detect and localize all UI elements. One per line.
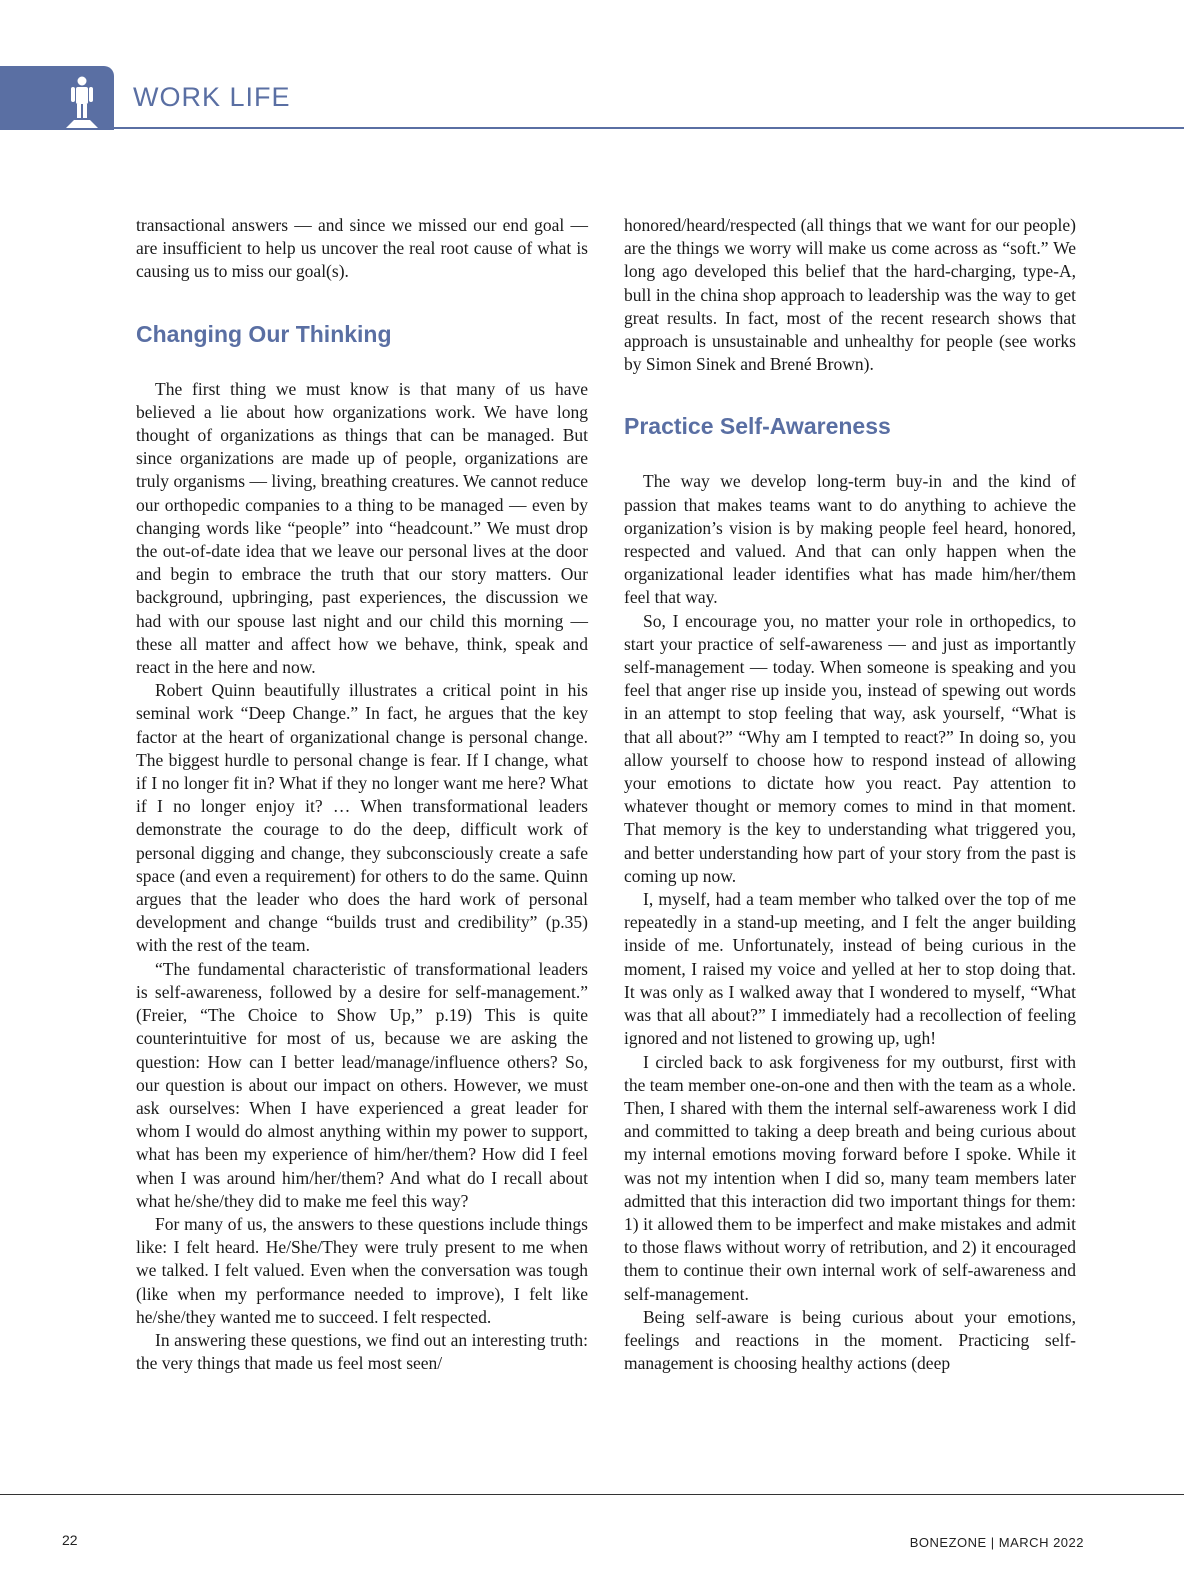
paragraph: So, I encourage you, no matter your role in orthopedics, to start your practice of self-awareness — and just as importantly self-management — today. When someone is speaking and you feel that anger rise up inside you, instead of spewing out words in an attempt to stop feeling that way, ask yourself, “What is that all about?” “Why am I tempted to react?” In doing so, you allow yourself to choose how to respond instead of allowing your emotions to dictate how you react. Pay attention to whatever thought or memory comes to mind in that moment. That memory is the key to understanding what triggered you, and better understanding how part of your story from the past is coming up now. xyxy=(624,610,1076,886)
header-rule xyxy=(114,127,1184,129)
figure-on-scale-icon xyxy=(62,74,102,130)
footer-rule xyxy=(0,1494,1184,1495)
paragraph: In answering these questions, we find out an interesting truth: the very things that made us feel most seen/ xyxy=(136,1329,588,1374)
section-heading: Changing Our Thinking xyxy=(136,320,392,347)
paragraph: “The fundamental characteristic of transformational leaders is self-awareness, followed by a desire for self-management.” (Freier, “The Choice to Show Up,” p.19) This is quite counterintuitive for most of us, because we are asking the question: How can I better lead/manage/influence others? So, our question is about our impact on others. However, we must ask ourselves: When I have experienced a great leader for whom I would do almost anything within my power to support, what has been my experience of him/her/them? How did I feel when I was around him/her/them? And what do I recall about what he/she/they did to make me feel this way? xyxy=(136,958,588,1211)
paragraph: For many of us, the answers to these questions include things like: I felt heard. He/She/They were truly present to me when we talked. I felt valued. Even when the conversation was tough (like when my performance needed to improve), I felt like he/she/they wanted me to succeed. I felt respected. xyxy=(136,1213,588,1327)
page-number: 22 xyxy=(62,1532,78,1548)
paragraph: Robert Quinn beautifully illustrates a critical point in his seminal work “Deep Change.” In fact, he argues that the key factor at the heart of organizational change is personal change. The biggest hurdle to personal change is fear. If I change, what if I no longer fit in? What if they no longer want me here? What if I no longer enjoy it? … When transformational leaders demonstrate the courage to do the deep, difficult work of personal digging and change, they subconsciously create a safe space (and even a requirement) for others to do the same. Quinn argues that the leader who does the hard work of personal development and change “builds trust and credibility” (p.35) with the rest of the team. xyxy=(136,680,588,956)
section-label: WORK LIFE xyxy=(133,82,291,112)
paragraph: Being self-aware is being curious about your emotions, feelings and reactions in the moment. Practicing self-management is choosing healthy actions (deep xyxy=(624,1306,1076,1374)
paragraph: The way we develop long-term buy-in and the kind of passion that makes teams want to do anything to achieve the organization’s vision is by making people feel heard, honored, respected and valued. And that can only happen when the organizational leader identifies what has made him/her/them feel that way. xyxy=(624,471,1076,608)
paragraph: transactional answers — and since we missed our end goal — are insufficient to help us uncover the real root cause of what is causing us to miss our goal(s). xyxy=(136,215,588,282)
section-heading: Practice Self-Awareness xyxy=(624,413,891,440)
paragraph: The first thing we must know is that many of us have believed a lie about how organizations work. We have long thought of organizations as things that can be managed. But since organizations are made up of people, organizations are truly organisms — living, breathing creatures. We cannot reduce our orthopedic companies to a thing to be managed — even by changing words like “people” into “headcount.” We must drop the out-of-date idea that we leave our personal lives at the door and begin to embrace the truth that our story matters. Our background, upbringing, past experiences, the discussion we had with our spouse last night and our child this morning — these all matter and affect how we behave, think, speak and react in the here and now. xyxy=(136,378,588,678)
paragraph: I, myself, had a team member who talked over the top of me repeatedly in a stand-up meeting, and I felt the anger building inside of me. Unfortunately, instead of being curious in the moment, I raised my voice and yelled at her to stop doing that. It was only as I walked away that I wondered to myself, “What was that all about?” I immediately had a recollection of feeling ignored and not listened to growing up, ugh! xyxy=(624,889,1076,1049)
article-column-right xyxy=(624,214,1076,1375)
section-tab xyxy=(0,66,114,130)
paragraph: honored/heard/respected (all things that we want for our people) are the things we worry will make us come across as “soft.” We long ago developed this belief that the hard-charging, type-A, bull in the china shop approach to leadership was the way to get great results. In fact, most of the recent research shows that approach is unsustainable and unhealthy for people (see works by Simon Sinek and Brené Brown). xyxy=(624,215,1076,375)
paragraph: I circled back to ask forgiveness for my outburst, first with the team member one-on-one and then with the team as a whole. Then, I shared with them the internal self-awareness work I did and committed to taking a deep breath and being curious about my internal emotions moving forward before I spoke. While it was not my intention when I did so, many team members later admitted that this interaction did two important things for them: 1) it allowed them to be imperfect and make mistakes and admit to those flaws without worry of retribution, and 2) it encouraged them to continue their own internal work of self-awareness and self-management. xyxy=(624,1051,1076,1304)
publication-footer: BONEZONE | MARCH 2022 xyxy=(909,1535,1084,1550)
article-column-left xyxy=(136,214,588,1375)
